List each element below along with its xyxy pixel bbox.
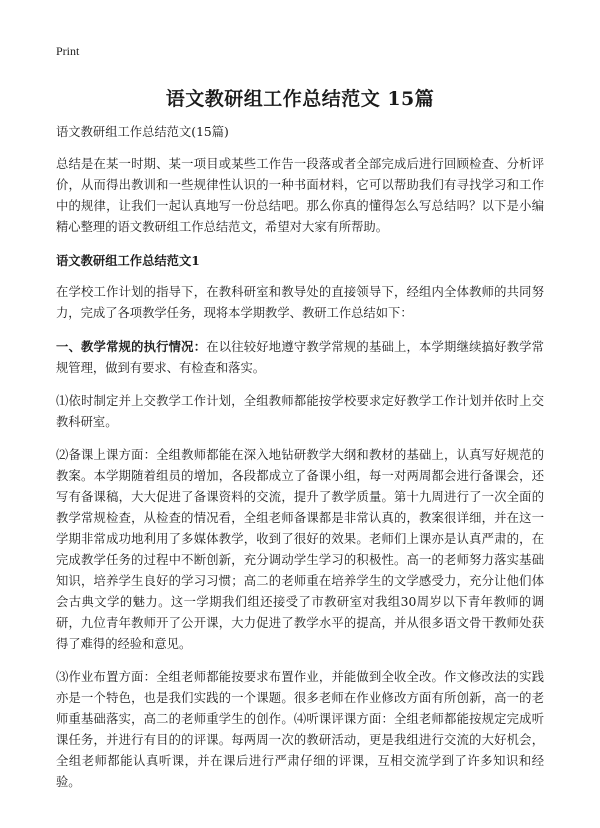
section-heading: 语文教研组工作总结范文1 (56, 253, 200, 268)
intro-paragraph: 总结是在某一时期、某一项目或某些工作告一段落或者全部完成后进行回顾检查、分析评价，从而得出教训和一些规律性认识的一种书面材料，它可以帮助我们有寻找学习和工作中的规律，让我们一起认真地写一份总结吧。那么你真的懂得怎么写总结吗？以下是小编精心整理的语文教研组工作总结范文，希望对大家有所帮助。 (56, 157, 544, 234)
document-body (56, 122, 544, 803)
paragraph-1: 在学校工作计划的指导下，在教科研室和教导处的直接领导下，经组内全体教师的共同努力，完成了各项教学任务，现将本学期教学、教研工作总结如下： (56, 285, 544, 320)
point-1 (56, 336, 544, 379)
item-1: ⑴依时制定并上交教学工作计划，全组教师都能按学校要求定好教学工作计划并依时上交教科研室。 (56, 394, 544, 429)
item-3: ⑶作业布置方面：全组老师都能按要求布置作业，并能做到全收全改。作文修改法的实践亦是一个特色，也是我们实践的一个课题。很多老师在作业修改方面有所创新，高一的老师重基础落实，高二的老师重学生的创作。⑷听课评课方面：全组老师都能按规定完成听课任务，并进行有目的的评课。每两周一次的教研活动，更是我组进行交流的大好机会，全组老师都能认真听课，并在课后进行严肃仔细的评课，互相交流学到了许多知识和经验。 (56, 670, 544, 789)
item-2: ⑵备课上课方面：全组教师都能在深入地钻研教学大纲和教材的基础上，认真写好规范的教案。本学期随着组员的增加，各段都成立了备课小组，每一对两周都会进行备课会，还写有备课稿，大大促进了备课资料的交流，提升了教学质量。第十九周进行了一次全面的教学常规检查，从检查的情况看，全组老师备课都是非常认真的，教案很详细，并在这一学期非常成功地利用了多媒体教学，收到了很好的效果。老师们上课亦是认真严肃的，在完成教学任务的过程中不断创新，充分调动学生学习的积极性。高一的老师努力落实基础知识，培养学生良好的学习习惯；高二的老师重在培养学生的文学感受力，充分让他们体会古典文学的魅力。这一学期我们组还接受了市教研室对我组30周岁以下青年教师的调研，九位青年教师开了公开课，大力促进了教学水平的提高，并从很多语文骨干教师处获得了难得的经验和意见。 (56, 448, 544, 651)
point-1-lead: 一、教学常规的执行情况： (56, 339, 207, 354)
document-title: 语文教研组工作总结范文 15篇 (165, 88, 435, 110)
print-label: Print (56, 44, 80, 58)
document-subtitle: 语文教研组工作总结范文(15篇) (56, 125, 229, 139)
point-1-text: 在以往较好地遵守教学常规的基础上，本学期继续搞好教学常规管理，做到有要求、有检查和落实。 (56, 340, 544, 375)
